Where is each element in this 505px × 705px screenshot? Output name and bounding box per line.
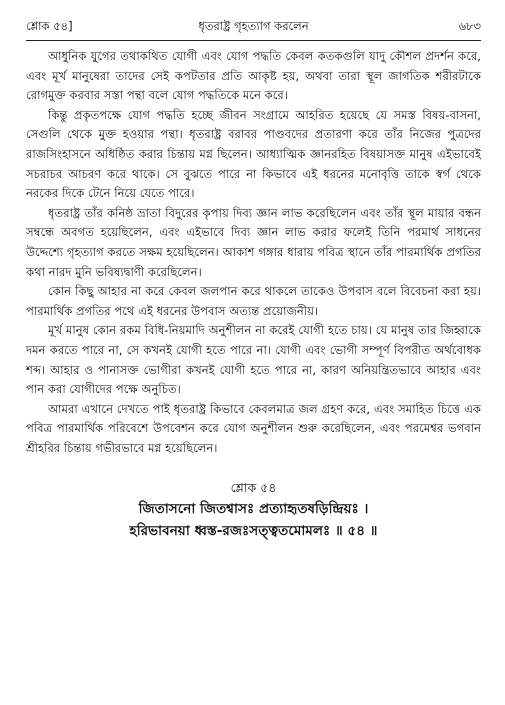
purport-text [26, 47, 481, 458]
paragraph: কোন কিছু আহার না করে কেবল জলপান করে থাকলে তাকেও উপবাস বলে বিবেচনা করা হয়। পারমার্থিক প্রগতির পথে এই ধরনের উপবাস অত্যন্ত প্রয়োজনীয়। [26, 284, 481, 318]
verse-block [26, 478, 481, 542]
verse-label: শ্লোক ৫৪ [230, 480, 277, 496]
paragraph: আমরা এখানে দেখতে পাই ধৃতরাষ্ট্র কিভাবে কেবলমাত্র জল গ্রহণ করে, এবং সমাহিত চিত্তে এক পবিত্র পারমার্থিক পরিবেশে উপবেশন করে যোগ অনুশীলন শুরু করেছিলেন, এবং পরমেশ্বর ভগবান শ্রীহরির চিন্তায় গভীরভাবে মগ্ন হয়েছিলেন। [26, 401, 481, 455]
header-chapter-title: ধৃতরাষ্ট্র গৃহত্যাগ করলেন [198, 19, 309, 33]
paragraph: ধৃতরাষ্ট্র তাঁর কনিষ্ঠ ভ্রাতা বিদুরের কৃপায় দিব্য জ্ঞান লাভ করেছিলেন এবং তাঁর স্থূল মায়ার বন্ধন সম্বন্ধে অবগত হয়েছিলেন, এবং এইভাবে দিব্য জ্ঞান লাভ করার ফলেই তিনি পরমার্থ সাধনের উদ্দেশ্যে গৃহত্যাগ করতে সক্ষম হয়েছিলেন। আকাশ গঙ্গার ধারায় পবিত্র স্থানে তাঁর পারমার্থিক প্রগতির কথা নারদ মুনি ভবিষ্যদ্বাণী করেছিলেন। [26, 205, 481, 279]
paragraph: মূর্খ মানুষ কোন রকম বিধি-নিয়মাদি অনুশীলন না করেই যোগী হতে চায়। যে মানুষ তার জিহ্বাকে দমন করতে পারে না, সে কখনই যোগী হতে পারে না। যোগী এবং ভোগী সম্পূর্ণ বিপরীত অর্থবোধক শব্দ। আহার ও পানাসক্ত ভোগীরা কখনই যোগী হতে পারে না, কারণ অনিয়ন্ত্রিতভাবে আহার এবং পান করা যোগীদের পক্ষে অনুচিত। [26, 323, 481, 397]
running-header [26, 18, 481, 36]
header-rule [26, 40, 481, 41]
header-verse-ref: শ্লোক ৫৪] [26, 19, 73, 33]
paragraph: আধুনিক যুগের তথাকথিত যোগী এবং যোগ পদ্ধতি কেবল কতকগুলি যাদু কৌশল প্রদর্শন করে, এবং মূর্খ মানুষেরা তাদের সেই কপটতার প্রতি আকৃষ্ট হয়, অথবা তারা স্থূল জাগতিক শরীরটাকে রোগমুক্ত করবার সস্তা পন্থা বলে যোগ পদ্ধতিকে মনে করে। [26, 49, 481, 103]
verse-line-2: হরিভাবনয়া ধ্বস্ত-রজঃসত্ত্বতমোমলঃ ॥ ৫৪ ॥ [129, 523, 378, 540]
page-number: ৬৮৩ [458, 19, 481, 33]
paragraph: কিন্তু প্রকৃতপক্ষে যোগ পদ্ধতি হচ্ছে জীবন সংগ্রামে আহরিত হয়েছে যে সমস্ত বিষয়-বাসনা, সেগুলি থেকে মুক্ত হওয়ার পন্থা। ধৃতরাষ্ট্র বরাবর পাণ্ডবদের প্রতারণা করে তাঁর নিজের পুত্রদের রাজসিংহাসনে অধিষ্ঠিত করার চিন্তায় মগ্ন ছিলেন। আধ্যাত্মিক জ্ঞানরহিত বিষয়াসক্ত মানুষ এইভাবেই সচরাচর আচরণ করে থাকে। সে বুঝতে পারে না কিভাবে এই ধরনের মনোবৃত্তি তাকে স্বর্গ থেকে নরকের দিকে টেনে নিয়ে যেতে পারে। [26, 107, 481, 201]
verse-line-1: জিতাসনো জিতশ্বাসঃ প্রত্যাহৃতষড়িন্দ্রিয়ঃ । [138, 501, 369, 518]
